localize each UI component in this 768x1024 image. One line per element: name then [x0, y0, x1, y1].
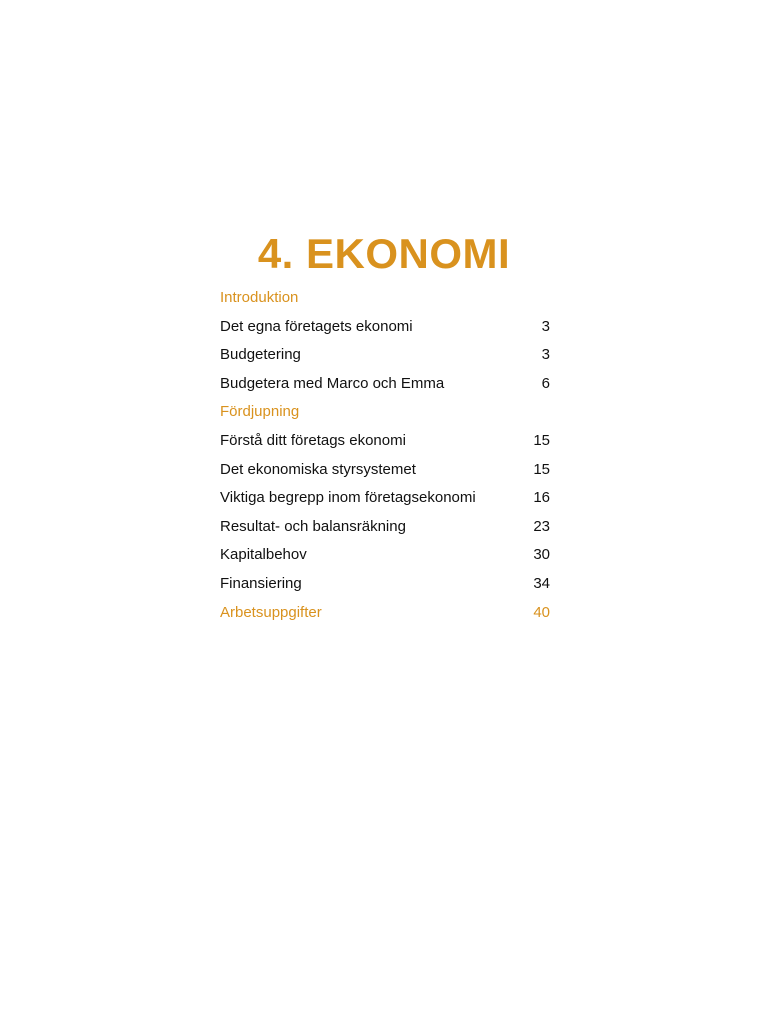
toc-entry-page: 15	[533, 460, 550, 478]
toc-entry[interactable]	[220, 284, 550, 313]
toc-entry-page: 3	[541, 317, 550, 335]
toc-entry[interactable]	[220, 427, 550, 456]
toc-entry-label: Resultat- och balansräkning	[220, 517, 406, 535]
toc-entry-label: Fördjupning	[220, 403, 300, 421]
toc-entry-label: Förstå ditt företags ekonomi	[220, 431, 406, 449]
toc-entry-page: 16	[533, 489, 550, 507]
toc-entry[interactable]	[220, 341, 550, 370]
toc-entry-label: Viktiga begrepp inom företagsekonomi	[220, 489, 476, 507]
toc-entry[interactable]	[220, 541, 550, 570]
table-of-contents	[220, 284, 550, 627]
toc-entry-label: Finansiering	[220, 574, 302, 592]
toc-entry-page: 23	[533, 517, 550, 535]
toc-entry[interactable]	[220, 484, 550, 513]
toc-entry-label: Introduktion	[220, 289, 299, 306]
toc-entry-label: Arbetsuppgifter	[220, 603, 322, 621]
toc-entry[interactable]	[220, 398, 550, 427]
toc-entry-page: 30	[533, 546, 550, 564]
toc-entry-label: Det egna företagets ekonomi	[220, 317, 413, 335]
toc-entry[interactable]	[220, 513, 550, 542]
toc-entry[interactable]	[220, 599, 550, 628]
toc-entry-label: Budgetera med Marco och Emma	[220, 374, 445, 392]
toc-entry-page: 40	[533, 603, 550, 621]
toc-entry[interactable]	[220, 570, 550, 599]
toc-entry[interactable]	[220, 370, 550, 399]
toc-entry-label: Budgetering	[220, 346, 301, 364]
toc-entry[interactable]	[220, 456, 550, 485]
chapter-title: 4. EKONOMI	[257, 230, 511, 278]
toc-entry[interactable]	[220, 313, 550, 342]
toc-entry-page: 15	[533, 431, 550, 449]
toc-entry-page: 34	[533, 574, 550, 592]
toc-entry-label: Kapitalbehov	[220, 546, 307, 564]
toc-entry-page: 6	[541, 374, 550, 392]
toc-entry-page: 3	[541, 346, 550, 364]
toc-entry-label: Det ekonomiska styrsystemet	[220, 460, 416, 478]
